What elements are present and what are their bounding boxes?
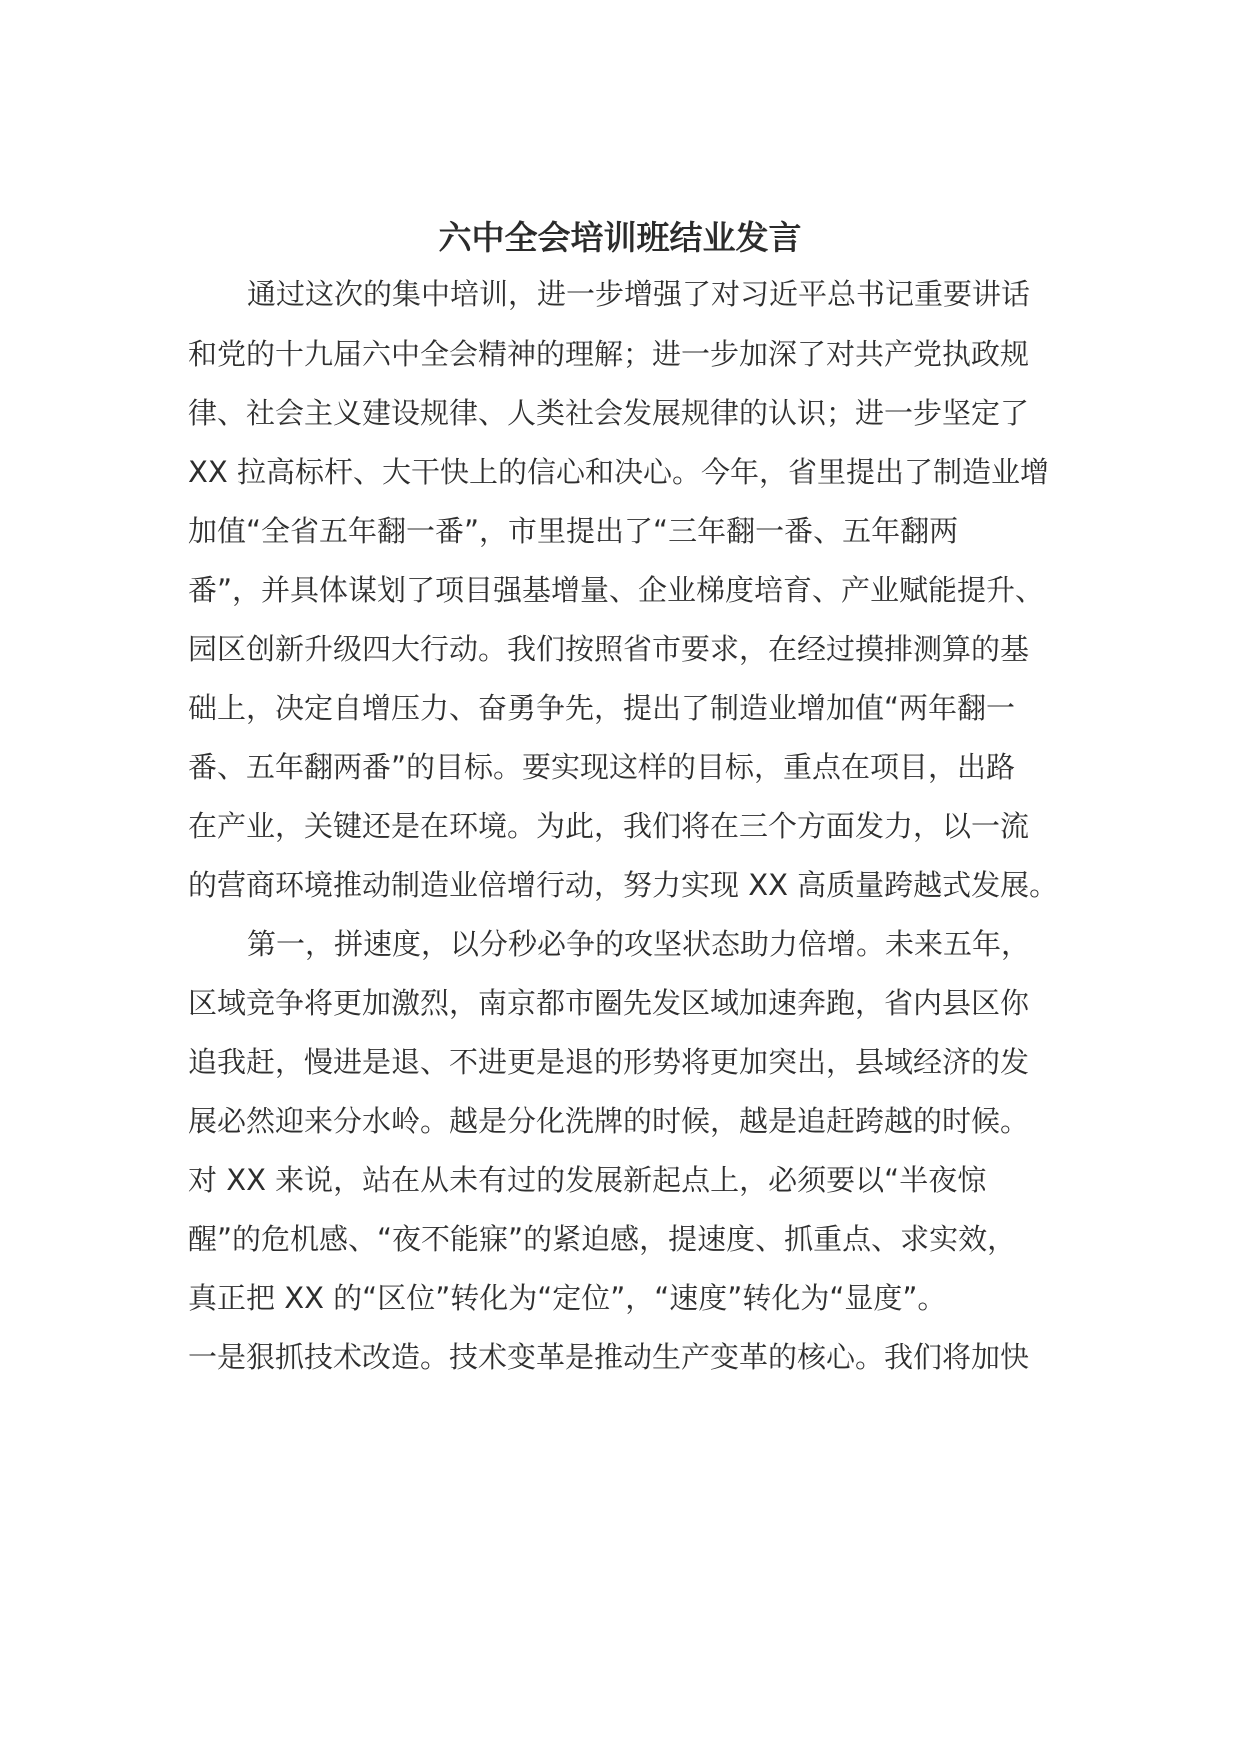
paragraph-line: 追我赶，慢进是退、不进更是退的形势将更加突出，县域经济的发 (188, 1045, 1030, 1079)
paragraph-line: 园区创新升级四大行动。我们按照省市要求，在经过摸排测算的基 (188, 632, 1030, 666)
paragraph-line: 和党的十九届六中全会精神的理解；进一步加深了对共产党执政规 (188, 337, 1030, 371)
paragraph-line: 律、社会主义建设规律、人类社会发展规律的认识；进一步坚定了 (188, 396, 1030, 430)
paragraph-line: 在产业，关键还是在环境。为此，我们将在三个方面发力，以一流 (188, 809, 1030, 843)
paragraph-line: 加值“全省五年翻一番”，市里提出了“三年翻一番、五年翻两 (188, 514, 959, 548)
paragraph-line: 对 XX 来说，站在从未有过的发展新起点上，必须要以“半夜惊 (188, 1163, 987, 1197)
paragraph-line: 通过这次的集中培训，进一步增强了对习近平总书记重要讲话 (247, 277, 1031, 311)
paragraph-line: 展必然迎来分水岭。越是分化洗牌的时候，越是追赶跨越的时候。 (188, 1104, 1030, 1138)
paragraph-line: 一是狠抓技术改造。技术变革是推动生产变革的核心。我们将加快 (188, 1340, 1030, 1374)
paragraph-line: 的营商环境推动制造业倍增行动，努力实现 XX 高质量跨越式发展。 (188, 868, 1059, 902)
paragraph-line: 番”，并具体谋划了项目强基增量、企业梯度培育、产业赋能提升、 (188, 573, 1045, 607)
paragraph-line: 区域竞争将更加激烈，南京都市圈先发区域加速奔跑，省内县区你 (188, 986, 1030, 1020)
paragraph-line: 真正把 XX 的“区位”转化为“定位”，“速度”转化为“显度”。 (188, 1281, 947, 1315)
paragraph-line: 第一，拼速度，以分秒必争的攻坚状态助力倍增。未来五年， (247, 927, 1031, 961)
paragraph-line: 础上，决定自增压力、奋勇争先，提出了制造业增加值“两年翻一 (188, 691, 1016, 725)
document-title: 六中全会培训班结业发言 (438, 218, 802, 257)
paragraph-line: XX 拉高标杆、大干快上的信心和决心。今年，省里提出了制造业增 (188, 455, 1049, 489)
paragraph-line: 醒”的危机感、“夜不能寐”的紧迫感，提速度、抓重点、求实效， (188, 1222, 1017, 1256)
paragraph-line: 番、五年翻两番”的目标。要实现这样的目标，重点在项目，出路 (188, 750, 1016, 784)
